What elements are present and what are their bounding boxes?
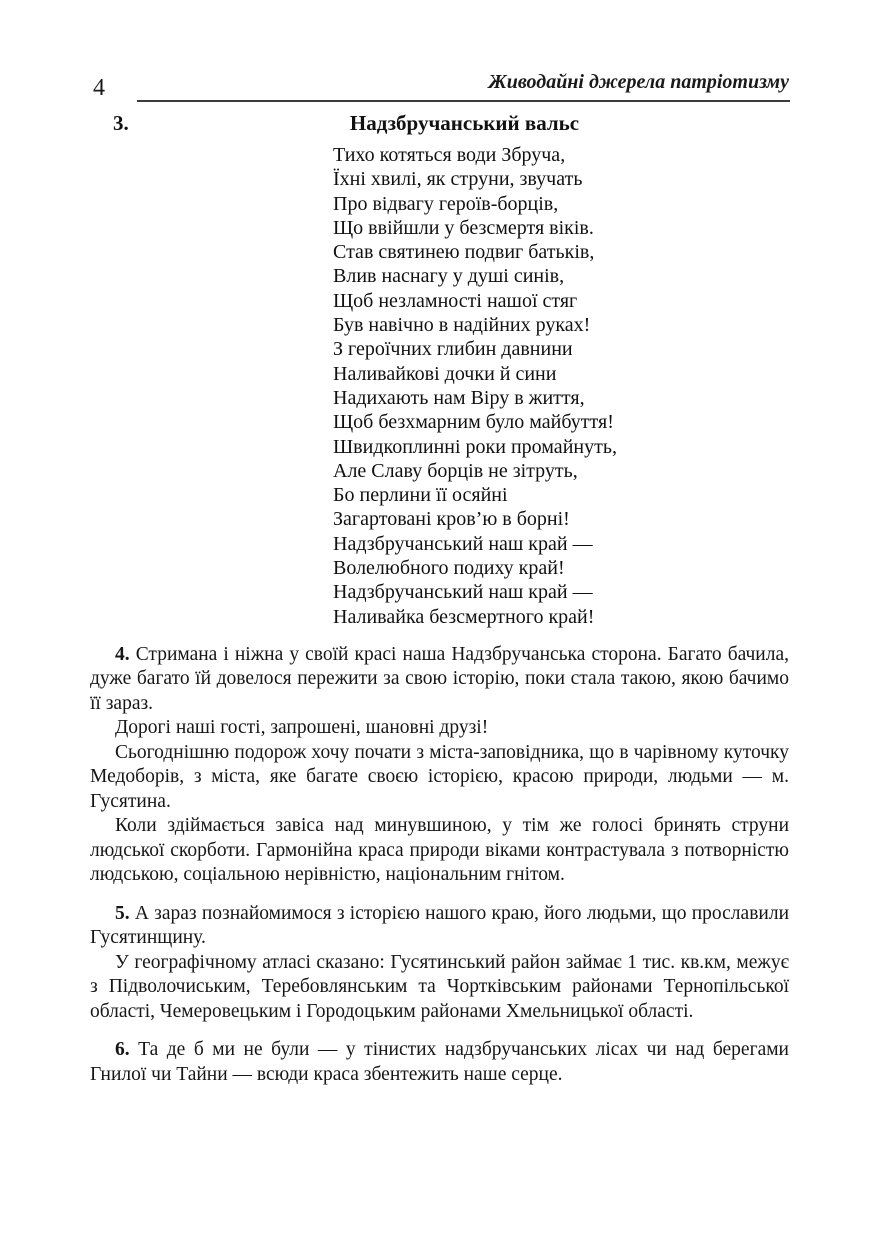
paragraph — [90, 902, 789, 951]
poem-line: Загартовані кров’ю в борні! — [333, 508, 570, 531]
poem-line: Їхні хвилі, як струни, звучать — [333, 168, 583, 191]
paragraph — [90, 716, 789, 741]
section-6 — [90, 1038, 789, 1087]
poem-line: Тихо котяться води Збруча, — [333, 144, 566, 166]
section-5-number: 5. — [115, 902, 130, 924]
poem-line: Волелюбного подиху край! — [333, 557, 565, 580]
header-rule — [137, 100, 790, 102]
section-3-number: 3. — [113, 111, 129, 135]
poem-line: Що ввійшли у безсмертя віків. — [333, 216, 594, 239]
poem-line: Швидкоплинні роки промайнуть, — [333, 435, 617, 458]
poem — [333, 143, 789, 629]
poem-line: Наливайкові дочки й сини — [333, 362, 557, 385]
section-4 — [90, 643, 789, 888]
paragraph — [90, 814, 789, 888]
paragraph-text: Дорогі наші гості, запрошені, шановні друзі! — [115, 717, 489, 739]
page-number: 4 — [93, 75, 105, 101]
poem-line: Але Славу борців не зітруть, — [333, 459, 578, 482]
poem-line: Бо перлини її осяйні — [333, 484, 508, 507]
section-6-number: 6. — [115, 1039, 130, 1061]
poem-line: Надзбручанський наш край — — [333, 532, 593, 555]
section-3-heading — [90, 110, 789, 136]
paragraph — [90, 951, 789, 1025]
section-5 — [90, 902, 789, 1025]
paragraph — [90, 643, 789, 717]
poem-line: Влив наснагу у душі синів, — [333, 265, 565, 288]
poem-line: Надзбручанський наш край — — [333, 581, 593, 604]
paragraph-text: Коли здіймається завіса над минувшиною, у тім же голосі бринять струни людської скорботи. Гармонійна краса природи віками контрастувала з потворністю людською, соціальною нерівністю, національним гнітом. — [90, 815, 789, 886]
paragraph — [90, 1038, 789, 1087]
poem-title: Надзбручанський вальс — [349, 111, 580, 135]
page-content — [90, 110, 789, 1087]
paragraph — [90, 741, 789, 815]
paragraph-text: Стримана і ніжна у своїй красі наша Надзбручанська сторона. Багато бачила, дуже багато їй довелося пережити за свою історію, поки стала такою, якою бачимо її зараз. — [90, 643, 789, 714]
poem-line: Став святинею подвиг батьків, — [333, 241, 595, 264]
paragraph-text: А зараз познайомимося з історією нашого краю, його людьми, що прославили Гусятинщину. — [90, 902, 789, 949]
poem-line: Щоб незламності нашої стяг — [333, 289, 578, 312]
poem-line: Був навічно в надійних руках! — [333, 314, 591, 337]
paragraph-text: Та де б ми не були — у тінистих надзбручанських лісах чи над берегами Гнилої чи Тайни — всюди краса збентежить наше серце. — [90, 1039, 789, 1085]
poem-line: Наливайка безсмертного край! — [333, 605, 595, 628]
running-header-title: Живодайні джерела патріотизму — [488, 71, 789, 93]
poem-line: Щоб безхмарним було майбуття! — [333, 411, 614, 434]
paragraph-text: Сьогоднішню подорож хочу почати з міста-заповідника, що в чарівному куточку Медоборів, з міста, яке багате своєю історією, красою природи, людьми — м. Гусятина. — [90, 741, 789, 812]
poem-line: З героїчних глибин давнини — [333, 338, 573, 361]
paragraph-text: У географічному атласі сказано: Гусятинський район займає 1 тис. кв.км, межує з Підволочиським, Теребовлянським та Чортківським районами Тернопільської області, Чемеровецьким і Городоцьким районами Хмельницької області. — [90, 951, 789, 1022]
poem-line: Надихають нам Віру в життя, — [333, 386, 585, 409]
section-4-number: 4. — [115, 643, 130, 665]
poem-line: Про відвагу героїв-борців, — [333, 192, 559, 215]
